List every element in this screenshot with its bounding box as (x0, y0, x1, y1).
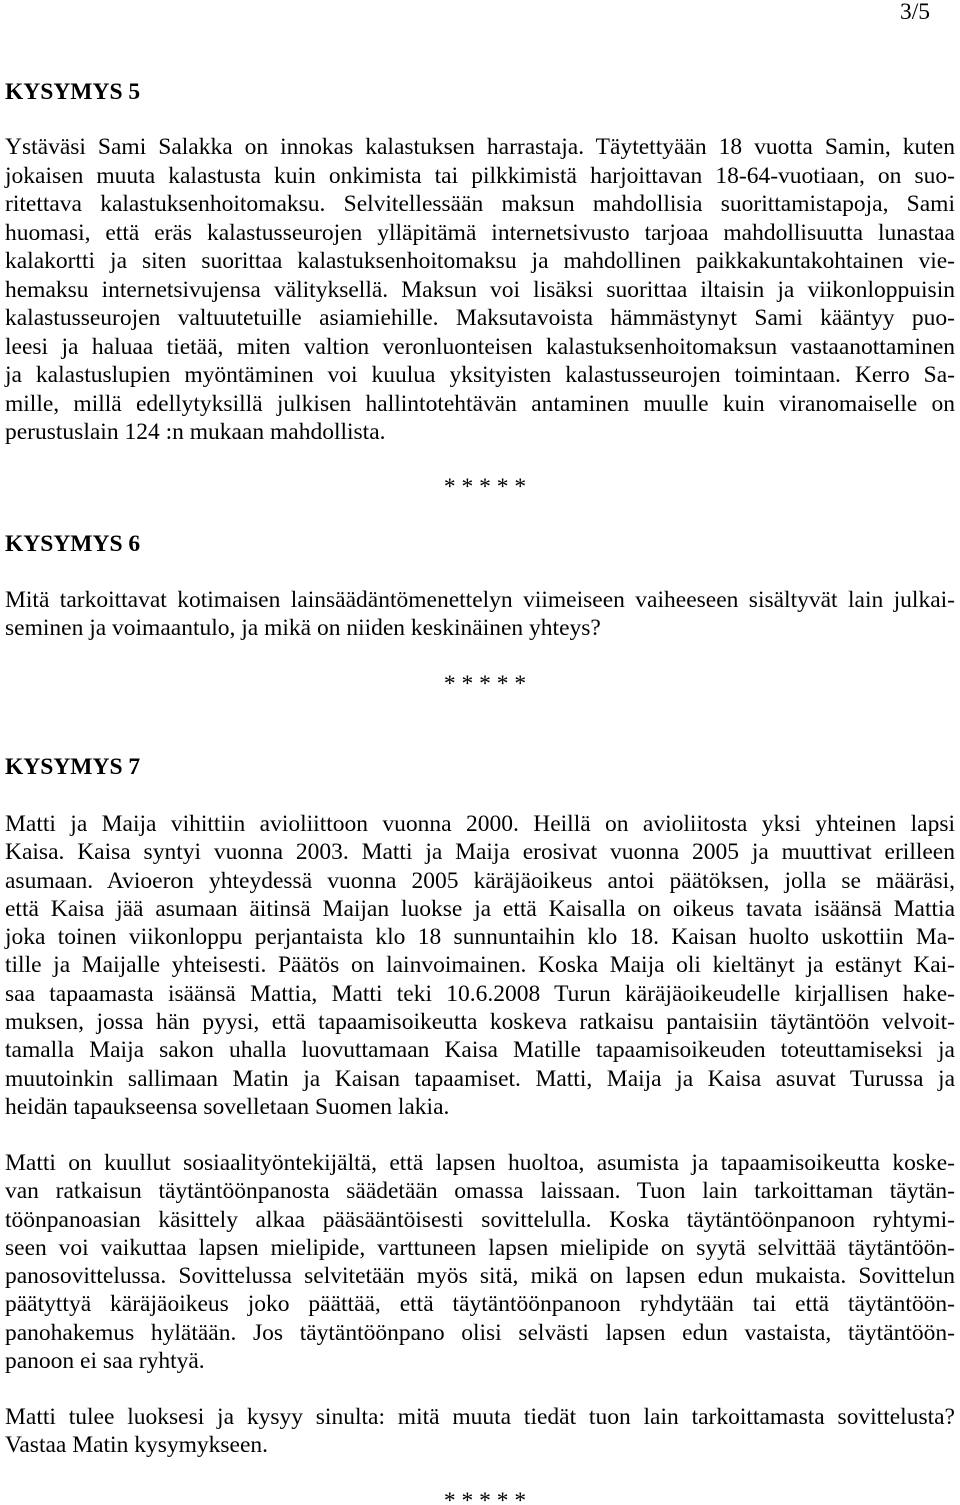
text-line: van ratkaisun täytäntöönpanosta säädetään omassa laissaan. Tuon lain tarkoittaman täytän- (5, 1178, 955, 1205)
text-line: seminen ja voimaantulo, ja mikä on niiden keskinäinen yhteys? (5, 615, 601, 641)
text-line: ja kalastuslupien myöntäminen voi kuulua yksityisten kalastusseurojen toimintaan. Kerro Sa- (5, 362, 955, 388)
text-line: Matti on kuullut sosiaalityöntekijältä, että lapsen huoltoa, asumista ja tapaamisoikeutta koske- (5, 1150, 955, 1176)
question-heading: KYSYMYS 5 (5, 79, 141, 105)
text-line: tamalla Maija sakon uhalla luovuttamaan Kaisa Matille tapaamisoikeuden toteuttamiseksi ja (5, 1037, 955, 1064)
question-heading: KYSYMYS 7 (5, 754, 141, 780)
text-line: Matti tulee luoksesi ja kysyy sinulta: mitä muuta tiedät tuon lain tarkoittamasta sovittelusta? (5, 1404, 955, 1430)
text-line: että Kaisa jää asumaan äitinsä Maijan luokse ja että Kaisalla on oikeus tavata isäänsä Mattia (5, 895, 955, 922)
question-paragraph (5, 1149, 955, 1375)
text-line: Kaisa. Kaisa syntyi vuonna 2003. Matti ja Maija erosivat vuonna 2005 ja muuttivat erilleen (5, 839, 955, 866)
text-line: joka toinen viikonloppu perjantaista klo 18 sunnuntaihin klo 18. Kaisan huolto uskottiin Ma- (5, 924, 955, 951)
text-line: kalastusseurojen valtuutetuille asiamiehille. Maksutavoista hämmästynyt Sami kääntyy puo- (5, 305, 955, 331)
section-separator: * * * * * (443, 474, 527, 500)
page-number: 3/5 (899, 0, 930, 25)
question-paragraph (5, 810, 955, 1121)
text-line: jokaisen muuta kalastusta kuin onkimista tai pilkkimistä harjoittavan 18-64-vuotiaan, on suo- (5, 162, 955, 189)
text-line: Ystäväsi Sami Salakka on innokas kalastuksen harrastaja. Täytettyään 18 vuotta Samin, kuten (5, 134, 955, 160)
text-line: perustuslain 124 :n mukaan mahdollista. (5, 419, 386, 445)
question-paragraph (5, 1403, 955, 1459)
text-line: panosovittelussa. Sovittelussa selvitetään myös sitä, mikä on lapsen edun mukaista. Sovittelun (5, 1263, 955, 1290)
text-line: ritettava kalastuksenhoitomaksu. Selvitellessään maksun mahdollisia suorittamistapoja, Sami (5, 191, 955, 217)
text-line: leesi ja haluaa tietää, miten valtion veronluonteisen kalastuksenhoitomaksun vastaanottaminen (5, 333, 955, 360)
text-line: huomasi, että eräs kalastusseurojen ylläpitämä internetsivusto tarjoaa mahdollisuutta lunastaa (5, 219, 955, 246)
text-line: hemaksu internetsivujensa välityksellä. Maksun voi lisäksi suorittaa iltaisin ja viikonloppuisin (5, 276, 955, 303)
text-line: seen voi vaikuttaa lapsen mielipide, varttuneen lapsen mielipide on syytä selvittää täytäntöön- (5, 1234, 955, 1261)
text-line: saa tapaamasta isäänsä Mattia, Matti teki 10.6.2008 Turun käräjäoikeudelle kirjallisen hake- (5, 980, 955, 1007)
section-separator: * * * * * (443, 1488, 527, 1505)
text-line: kalakortti ja siten suorittaa kalastuksenhoitomaksu ja mahdollinen paikkakuntakohtainen vie- (5, 248, 955, 274)
question-paragraph (5, 133, 955, 447)
section-separator: * * * * * (443, 671, 527, 697)
question-heading: KYSYMYS 6 (5, 531, 141, 557)
text-line: mille, millä edellytyksillä julkisen hallintotehtävän antaminen muulle kuin viranomaiselle on (5, 390, 955, 417)
text-line: Mitä tarkoittavat kotimaisen lainsäädäntömenettelyn viimeiseen vaiheeseen sisältyvät lain julkai- (5, 587, 955, 613)
text-line: päätyttyä käräjäoikeus joko päättää, että täytäntöönpanoon ryhdytään tai että täytäntöön- (5, 1291, 955, 1318)
text-line: panohakemus hylätään. Jos täytäntöönpano olisi selvästi lapsen edun vastaista, täytäntöön- (5, 1319, 955, 1346)
question-paragraph (5, 586, 955, 642)
text-line: muksen, jossa hän pyysi, että tapaamisoikeutta koskeva ratkaisu pantaisiin täytäntöön velvoit- (5, 1009, 955, 1036)
text-line: Matti ja Maija vihittiin avioliittoon vuonna 2000. Heillä on avioliitosta yksi yhteinen lapsi (5, 811, 955, 837)
text-line: töönpanoasian käsittely alkaa pääsääntöisesti sovittelulla. Koska täytäntöönpanoon ryhtymi- (5, 1206, 955, 1233)
text-line: Vastaa Matin kysymykseen. (5, 1432, 269, 1458)
text-line: muutoinkin sallimaan Matin ja Kaisan tapaamiset. Matti, Maija ja Kaisa asuvat Turussa ja (5, 1065, 955, 1092)
text-line: heidän tapaukseensa sovelletaan Suomen lakia. (5, 1093, 450, 1120)
text-line: tille ja Maijalle yhteisesti. Päätös on lainvoimainen. Koska Maija oli kieltänyt ja estänyt Kai- (5, 952, 955, 979)
text-line: panoon ei saa ryhtyä. (5, 1348, 205, 1375)
text-line: asumaan. Avioeron yhteydessä vuonna 2005 käräjäoikeus antoi päätöksen, jolla se määräsi, (5, 867, 955, 894)
